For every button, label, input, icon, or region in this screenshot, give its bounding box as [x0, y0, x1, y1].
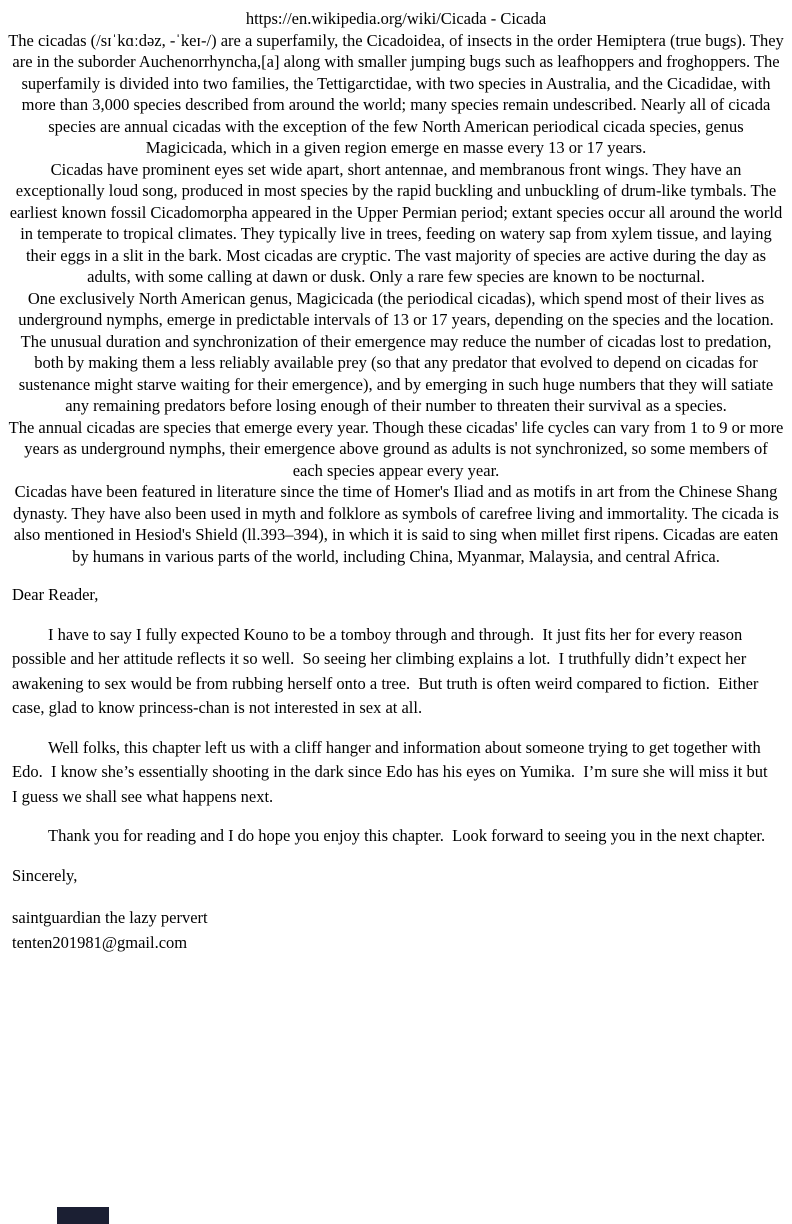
signature-name: saintguardian the lazy pervert: [12, 908, 208, 927]
letter-salutation: Dear Reader,: [12, 585, 99, 604]
article-paragraph: Cicadas have prominent eyes set wide apart, short antennae, and membranous front wings. They have an exceptionally loud song, produced in most species by the rapid buckling and unbuckling of drum-like tymbals. The earliest known fossil Cicadomorpha appeared in the Upper Permian period; extant species occur all around the world in temperate to tropical climates. They typically live in trees, feeding on watery sap from xylem tissue, and laying their eggs in a slit in the bark. Most cicadas are cryptic. The vast majority of species are active during the day as adults, with some calling at dawn or dusk. Only a rare few species are known to be nocturnal.: [9, 159, 783, 286]
translator-letter: [12, 583, 770, 955]
letter-closing: Sincerely,: [12, 865, 78, 885]
wikipedia-excerpt: [8, 8, 784, 567]
bottom-left-bar: [57, 1207, 109, 1224]
letter-paragraph: I have to say I fully expected Kouno to be a tomboy through and through. It just fits her for every reason possible and her attitude reflects it so well. So seeing her climbing explains a lot. I truthfully didn’t expect her awakening to sex would be from rubbing herself onto a tree. But truth is often weird compared to fiction. Either case, glad to know princess-chan is not interested in sex at all.: [12, 624, 763, 717]
letter-paragraph: Thank you for reading and I do hope you enjoy this chapter. Look forward to seeing you in the next chapter.: [48, 826, 766, 845]
letter-signature: [12, 906, 770, 955]
source-url-title: https://en.wikipedia.org/wiki/Cicada - Cicada: [245, 9, 547, 28]
article-paragraph: One exclusively North American genus, Magicicada (the periodical cicadas), which spend most of their lives as underground nymphs, emerge in predictable intervals of 13 or 17 years, depending on the species and the location. The unusual duration and synchronization of their emergence may reduce the number of cicadas lost to predation, both by making them a less reliably available prey (so that any predator that evolved to depend on cicadas for sustenance might starve waiting for their emergence), and by emerging in such huge numbers that they will satiate any remaining predators before losing enough of their number to threaten their survival as a species.: [18, 288, 774, 415]
article-paragraph: Cicadas have been featured in literature since the time of Homer's Iliad and as motifs in art from the Chinese Shang dynasty. They have also been used in myth and folklore as symbols of carefree living and immortality. The cicada is also mentioned in Hesiod's Shield (ll.393–394), in which it is said to sing when millet first ripens. Cicadas are eaten by humans in various parts of the world, including China, Myanmar, Malaysia, and central Africa.: [13, 482, 779, 566]
article-paragraph: The cicadas (/sɪˈkɑːdəz, -ˈkeɪ-/) are a superfamily, the Cicadoidea, of insects in the order Hemiptera (true bugs). They are in the suborder Auchenorrhyncha,[a] along with smaller jumping bugs such as leafhoppers and froghoppers. The superfamily is divided into two families, the Tettigarctidae, with two species in Australia, and the Cicadidae, with more than 3,000 species described from around the world; many species remain undescribed. Nearly all of cicada species are annual cicadas with the exception of the few North American periodical cicada species, genus Magicicada, which in a given region emerge en masse every 13 or 17 years.: [8, 30, 784, 157]
signature-email: tenten201981@gmail.com: [12, 932, 188, 952]
article-paragraph: The annual cicadas are species that emerge every year. Though these cicadas' life cycles can vary from 1 to 9 or more years as underground nymphs, their emergence above ground as adults is not synchronized, so some members of each species appear every year.: [8, 417, 784, 480]
letter-paragraph: Well folks, this chapter left us with a cliff hanger and information about someone trying to get together with Edo. I know she’s essentially shooting in the dark since Edo has his eyes on Yumika. I’m sure she will miss it but I guess we shall see what happens next.: [12, 737, 772, 806]
